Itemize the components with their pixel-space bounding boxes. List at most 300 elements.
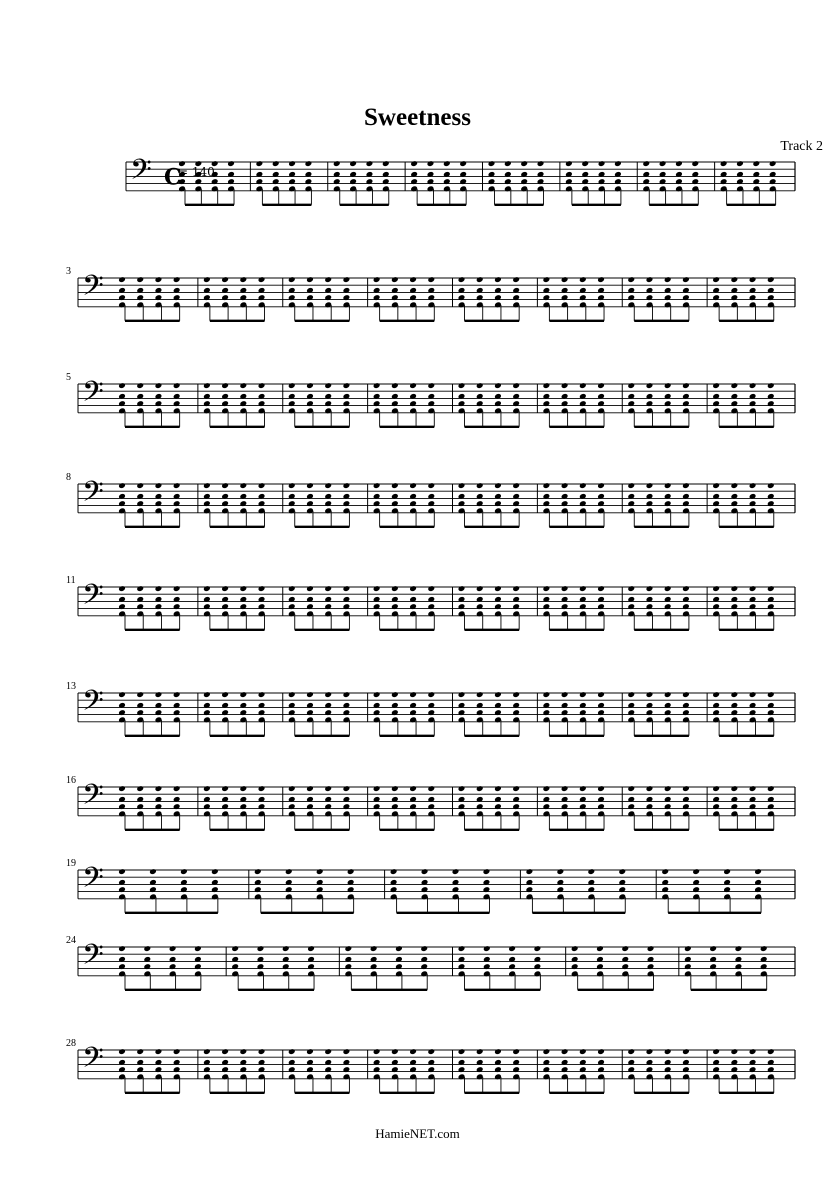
note-head [767, 482, 775, 489]
note-head [769, 160, 777, 167]
note-head [288, 160, 296, 167]
note-head [597, 276, 605, 283]
note-head [476, 382, 484, 389]
note-head [709, 945, 717, 952]
note-head [664, 382, 672, 389]
note-head [627, 585, 635, 592]
note-head [227, 160, 235, 167]
note-head [557, 868, 565, 875]
note-head [749, 276, 757, 283]
note-head [288, 276, 296, 283]
note-head [288, 691, 296, 698]
note-head [749, 382, 757, 389]
note-head [305, 160, 313, 167]
note-head [598, 160, 606, 167]
note-head [543, 691, 551, 698]
note-head [427, 482, 435, 489]
note-head [682, 691, 690, 698]
note-head [306, 1048, 314, 1055]
note-head [118, 482, 126, 489]
note-head [561, 276, 569, 283]
note-head [343, 482, 351, 489]
note-head [597, 585, 605, 592]
note-head [712, 585, 720, 592]
note-head [221, 691, 229, 698]
note-head [221, 585, 229, 592]
note-head [203, 585, 211, 592]
note-head [579, 585, 587, 592]
note-head [288, 482, 296, 489]
note-head [347, 868, 355, 875]
note-head [194, 945, 202, 952]
note-head [597, 482, 605, 489]
note-head [343, 1048, 351, 1055]
note-head [409, 585, 417, 592]
note-head [366, 160, 374, 167]
note-head [427, 785, 435, 792]
note-head [173, 276, 181, 283]
score-title: Sweetness [364, 104, 471, 131]
note-head [373, 482, 381, 489]
note-head [307, 945, 315, 952]
note-head [731, 691, 739, 698]
note-head [682, 482, 690, 489]
note-head [512, 691, 520, 698]
note-head [561, 482, 569, 489]
note-head [118, 945, 126, 952]
note-head [373, 691, 381, 698]
note-head [767, 1048, 775, 1055]
note-head [731, 276, 739, 283]
note-head [239, 691, 247, 698]
note-head [203, 1048, 211, 1055]
note-head [409, 691, 417, 698]
note-head [427, 1048, 435, 1055]
note-head [155, 276, 163, 283]
note-head [627, 1048, 635, 1055]
note-head [409, 276, 417, 283]
note-head [203, 382, 211, 389]
note-head [494, 585, 502, 592]
note-head [324, 276, 332, 283]
bass-clef: 𝄢 [130, 153, 152, 194]
note-head [221, 785, 229, 792]
note-head [173, 785, 181, 792]
note-head [173, 691, 181, 698]
note-head [476, 785, 484, 792]
note-head [664, 785, 672, 792]
measure-number: 28 [66, 1038, 76, 1049]
note-head [343, 585, 351, 592]
bass-clef: 𝄢 [82, 269, 104, 310]
note-head [571, 945, 579, 952]
note-head [597, 1048, 605, 1055]
note-head [306, 382, 314, 389]
note-head [749, 585, 757, 592]
note-head [712, 785, 720, 792]
note-head [136, 585, 144, 592]
bass-clef: 𝄢 [82, 938, 104, 979]
note-head [345, 945, 353, 952]
note-head [767, 585, 775, 592]
note-head [258, 785, 266, 792]
note-head [136, 1048, 144, 1055]
note-head [420, 945, 428, 952]
note-head [285, 868, 293, 875]
note-head [488, 160, 496, 167]
note-head [427, 585, 435, 592]
note-head [752, 160, 760, 167]
note-head [476, 691, 484, 698]
note-head [256, 160, 264, 167]
note-head [239, 382, 247, 389]
note-head [203, 691, 211, 698]
note-head [682, 785, 690, 792]
note-head [155, 482, 163, 489]
note-head [343, 382, 351, 389]
note-head [736, 160, 744, 167]
note-head [597, 785, 605, 792]
note-head [646, 276, 654, 283]
note-head [760, 945, 768, 952]
note-head [306, 585, 314, 592]
note-head [646, 382, 654, 389]
note-head [155, 785, 163, 792]
bass-clef: 𝄢 [82, 861, 104, 902]
note-head [731, 585, 739, 592]
note-head [596, 945, 604, 952]
note-head [324, 585, 332, 592]
note-head [288, 1048, 296, 1055]
measure-number: 8 [66, 472, 71, 483]
note-head [258, 691, 266, 698]
note-head [427, 276, 435, 283]
note-head [627, 691, 635, 698]
note-head [118, 1048, 126, 1055]
note-head [143, 945, 151, 952]
measure-number: 13 [66, 681, 76, 692]
note-head [288, 785, 296, 792]
note-head [288, 382, 296, 389]
note-head [382, 160, 390, 167]
footer-site: HamieNET.com [375, 1126, 460, 1141]
note-head [543, 585, 551, 592]
note-head [231, 945, 239, 952]
note-head [391, 382, 399, 389]
note-head [543, 382, 551, 389]
note-head [306, 276, 314, 283]
note-head [306, 691, 314, 698]
note-head [646, 585, 654, 592]
note-head [239, 585, 247, 592]
note-head [749, 691, 757, 698]
note-head [391, 482, 399, 489]
note-head [239, 1048, 247, 1055]
note-head [390, 868, 398, 875]
measure-number: 16 [66, 775, 76, 786]
note-head [537, 160, 545, 167]
note-head [659, 160, 667, 167]
note-head [257, 945, 265, 952]
bass-clef: 𝄢 [82, 684, 104, 725]
note-head [494, 1048, 502, 1055]
note-head [391, 691, 399, 698]
note-head [712, 1048, 720, 1055]
note-head [561, 691, 569, 698]
note-head [391, 585, 399, 592]
note-head [203, 276, 211, 283]
note-head [136, 691, 144, 698]
note-head [458, 382, 466, 389]
note-head [561, 382, 569, 389]
note-head [543, 482, 551, 489]
note-head [682, 382, 690, 389]
note-head [627, 276, 635, 283]
note-head [712, 276, 720, 283]
note-head [458, 945, 466, 952]
note-head [767, 276, 775, 283]
note-head [239, 276, 247, 283]
note-head [682, 585, 690, 592]
note-head [343, 785, 351, 792]
note-head [169, 945, 177, 952]
note-head [512, 482, 520, 489]
note-head [579, 382, 587, 389]
note-head [118, 382, 126, 389]
note-head [427, 382, 435, 389]
note-head [458, 691, 466, 698]
note-head [282, 945, 290, 952]
note-head [581, 160, 589, 167]
note-head [749, 1048, 757, 1055]
note-head [712, 382, 720, 389]
note-head [561, 1048, 569, 1055]
note-head [767, 382, 775, 389]
note-head [118, 585, 126, 592]
note-head [579, 691, 587, 698]
bass-clef: 𝄢 [82, 375, 104, 416]
note-head [118, 785, 126, 792]
note-head [391, 276, 399, 283]
note-head [458, 276, 466, 283]
note-head [494, 785, 502, 792]
note-head [239, 482, 247, 489]
note-head [543, 1048, 551, 1055]
note-head [754, 868, 762, 875]
note-head [343, 276, 351, 283]
note-head [494, 482, 502, 489]
note-head [324, 482, 332, 489]
note-head [749, 482, 757, 489]
note-head [731, 482, 739, 489]
note-head [664, 1048, 672, 1055]
note-head [136, 382, 144, 389]
note-head [720, 160, 728, 167]
note-head [597, 691, 605, 698]
note-head [258, 276, 266, 283]
note-head [661, 868, 669, 875]
note-head [512, 1048, 520, 1055]
note-head [155, 1048, 163, 1055]
time-signature: C [164, 164, 182, 191]
note-head [155, 585, 163, 592]
note-head [494, 691, 502, 698]
note-head [211, 868, 219, 875]
note-head [427, 691, 435, 698]
note-head [627, 382, 635, 389]
note-head [614, 160, 622, 167]
note-head [691, 160, 699, 167]
note-head [391, 1048, 399, 1055]
note-head [476, 1048, 484, 1055]
note-head [239, 785, 247, 792]
note-head [494, 382, 502, 389]
note-head [476, 585, 484, 592]
note-head [258, 1048, 266, 1055]
note-head [504, 160, 512, 167]
note-head [692, 868, 700, 875]
tempo-marking: = 140 [178, 165, 215, 179]
note-head [579, 276, 587, 283]
measure-number: 19 [66, 858, 76, 869]
note-head [561, 585, 569, 592]
track-label: Track 2 [780, 139, 823, 154]
note-head [735, 945, 743, 952]
note-head [731, 382, 739, 389]
note-head [349, 160, 357, 167]
note-head [512, 382, 520, 389]
note-head [646, 482, 654, 489]
note-head [452, 868, 460, 875]
note-head [173, 482, 181, 489]
note-head [512, 585, 520, 592]
note-head [306, 785, 314, 792]
note-head [767, 691, 775, 698]
note-head [136, 785, 144, 792]
note-head [118, 691, 126, 698]
note-head [258, 585, 266, 592]
note-head [664, 482, 672, 489]
note-head [136, 276, 144, 283]
note-head [118, 276, 126, 283]
note-head [508, 945, 516, 952]
note-head [180, 868, 188, 875]
note-head [512, 785, 520, 792]
note-head [316, 868, 324, 875]
note-head [647, 945, 655, 952]
note-head [675, 160, 683, 167]
note-head [476, 276, 484, 283]
note-head [682, 276, 690, 283]
note-head [579, 785, 587, 792]
note-head [324, 691, 332, 698]
note-head [646, 691, 654, 698]
measure-number: 24 [66, 935, 76, 946]
note-head [543, 276, 551, 283]
measure-number: 3 [66, 266, 71, 277]
note-head [373, 276, 381, 283]
note-head [118, 868, 126, 875]
bass-clef: 𝄢 [82, 1041, 104, 1082]
note-head [512, 276, 520, 283]
note-head [409, 1048, 417, 1055]
note-head [579, 1048, 587, 1055]
note-head [458, 785, 466, 792]
note-head [579, 482, 587, 489]
note-head [427, 160, 435, 167]
note-head [458, 1048, 466, 1055]
note-head [373, 1048, 381, 1055]
note-head [409, 382, 417, 389]
note-head [203, 482, 211, 489]
note-head [370, 945, 378, 952]
note-head [534, 945, 542, 952]
note-head [627, 482, 635, 489]
note-head [664, 691, 672, 698]
note-head [543, 785, 551, 792]
note-head [221, 482, 229, 489]
note-head [443, 160, 451, 167]
measure-number: 5 [66, 372, 71, 383]
note-head [712, 482, 720, 489]
note-head [621, 945, 629, 952]
note-head [373, 382, 381, 389]
measure-number: 11 [66, 575, 76, 586]
note-head [458, 482, 466, 489]
note-head [646, 1048, 654, 1055]
note-head [221, 276, 229, 283]
note-head [155, 382, 163, 389]
note-head [410, 160, 418, 167]
note-head [483, 945, 491, 952]
note-head [391, 785, 399, 792]
note-head [684, 945, 692, 952]
note-head [723, 868, 731, 875]
note-head [254, 868, 262, 875]
note-head [395, 945, 403, 952]
note-head [324, 785, 332, 792]
note-head [731, 1048, 739, 1055]
note-head [173, 585, 181, 592]
note-head [682, 1048, 690, 1055]
note-head [597, 382, 605, 389]
note-head [421, 868, 429, 875]
note-head [526, 868, 534, 875]
note-head [258, 382, 266, 389]
note-head [272, 160, 280, 167]
note-head [664, 585, 672, 592]
note-head [712, 691, 720, 698]
note-head [646, 785, 654, 792]
note-head [618, 868, 626, 875]
note-head [627, 785, 635, 792]
note-head [642, 160, 650, 167]
note-head [333, 160, 341, 167]
note-head [565, 160, 573, 167]
note-head [587, 868, 595, 875]
note-head [203, 785, 211, 792]
bass-clef: 𝄢 [82, 778, 104, 819]
note-head [664, 276, 672, 283]
note-head [459, 160, 467, 167]
note-head [749, 785, 757, 792]
note-head [221, 382, 229, 389]
note-head [324, 1048, 332, 1055]
note-head [343, 691, 351, 698]
note-head [731, 785, 739, 792]
note-head [520, 160, 528, 167]
note-head [173, 382, 181, 389]
